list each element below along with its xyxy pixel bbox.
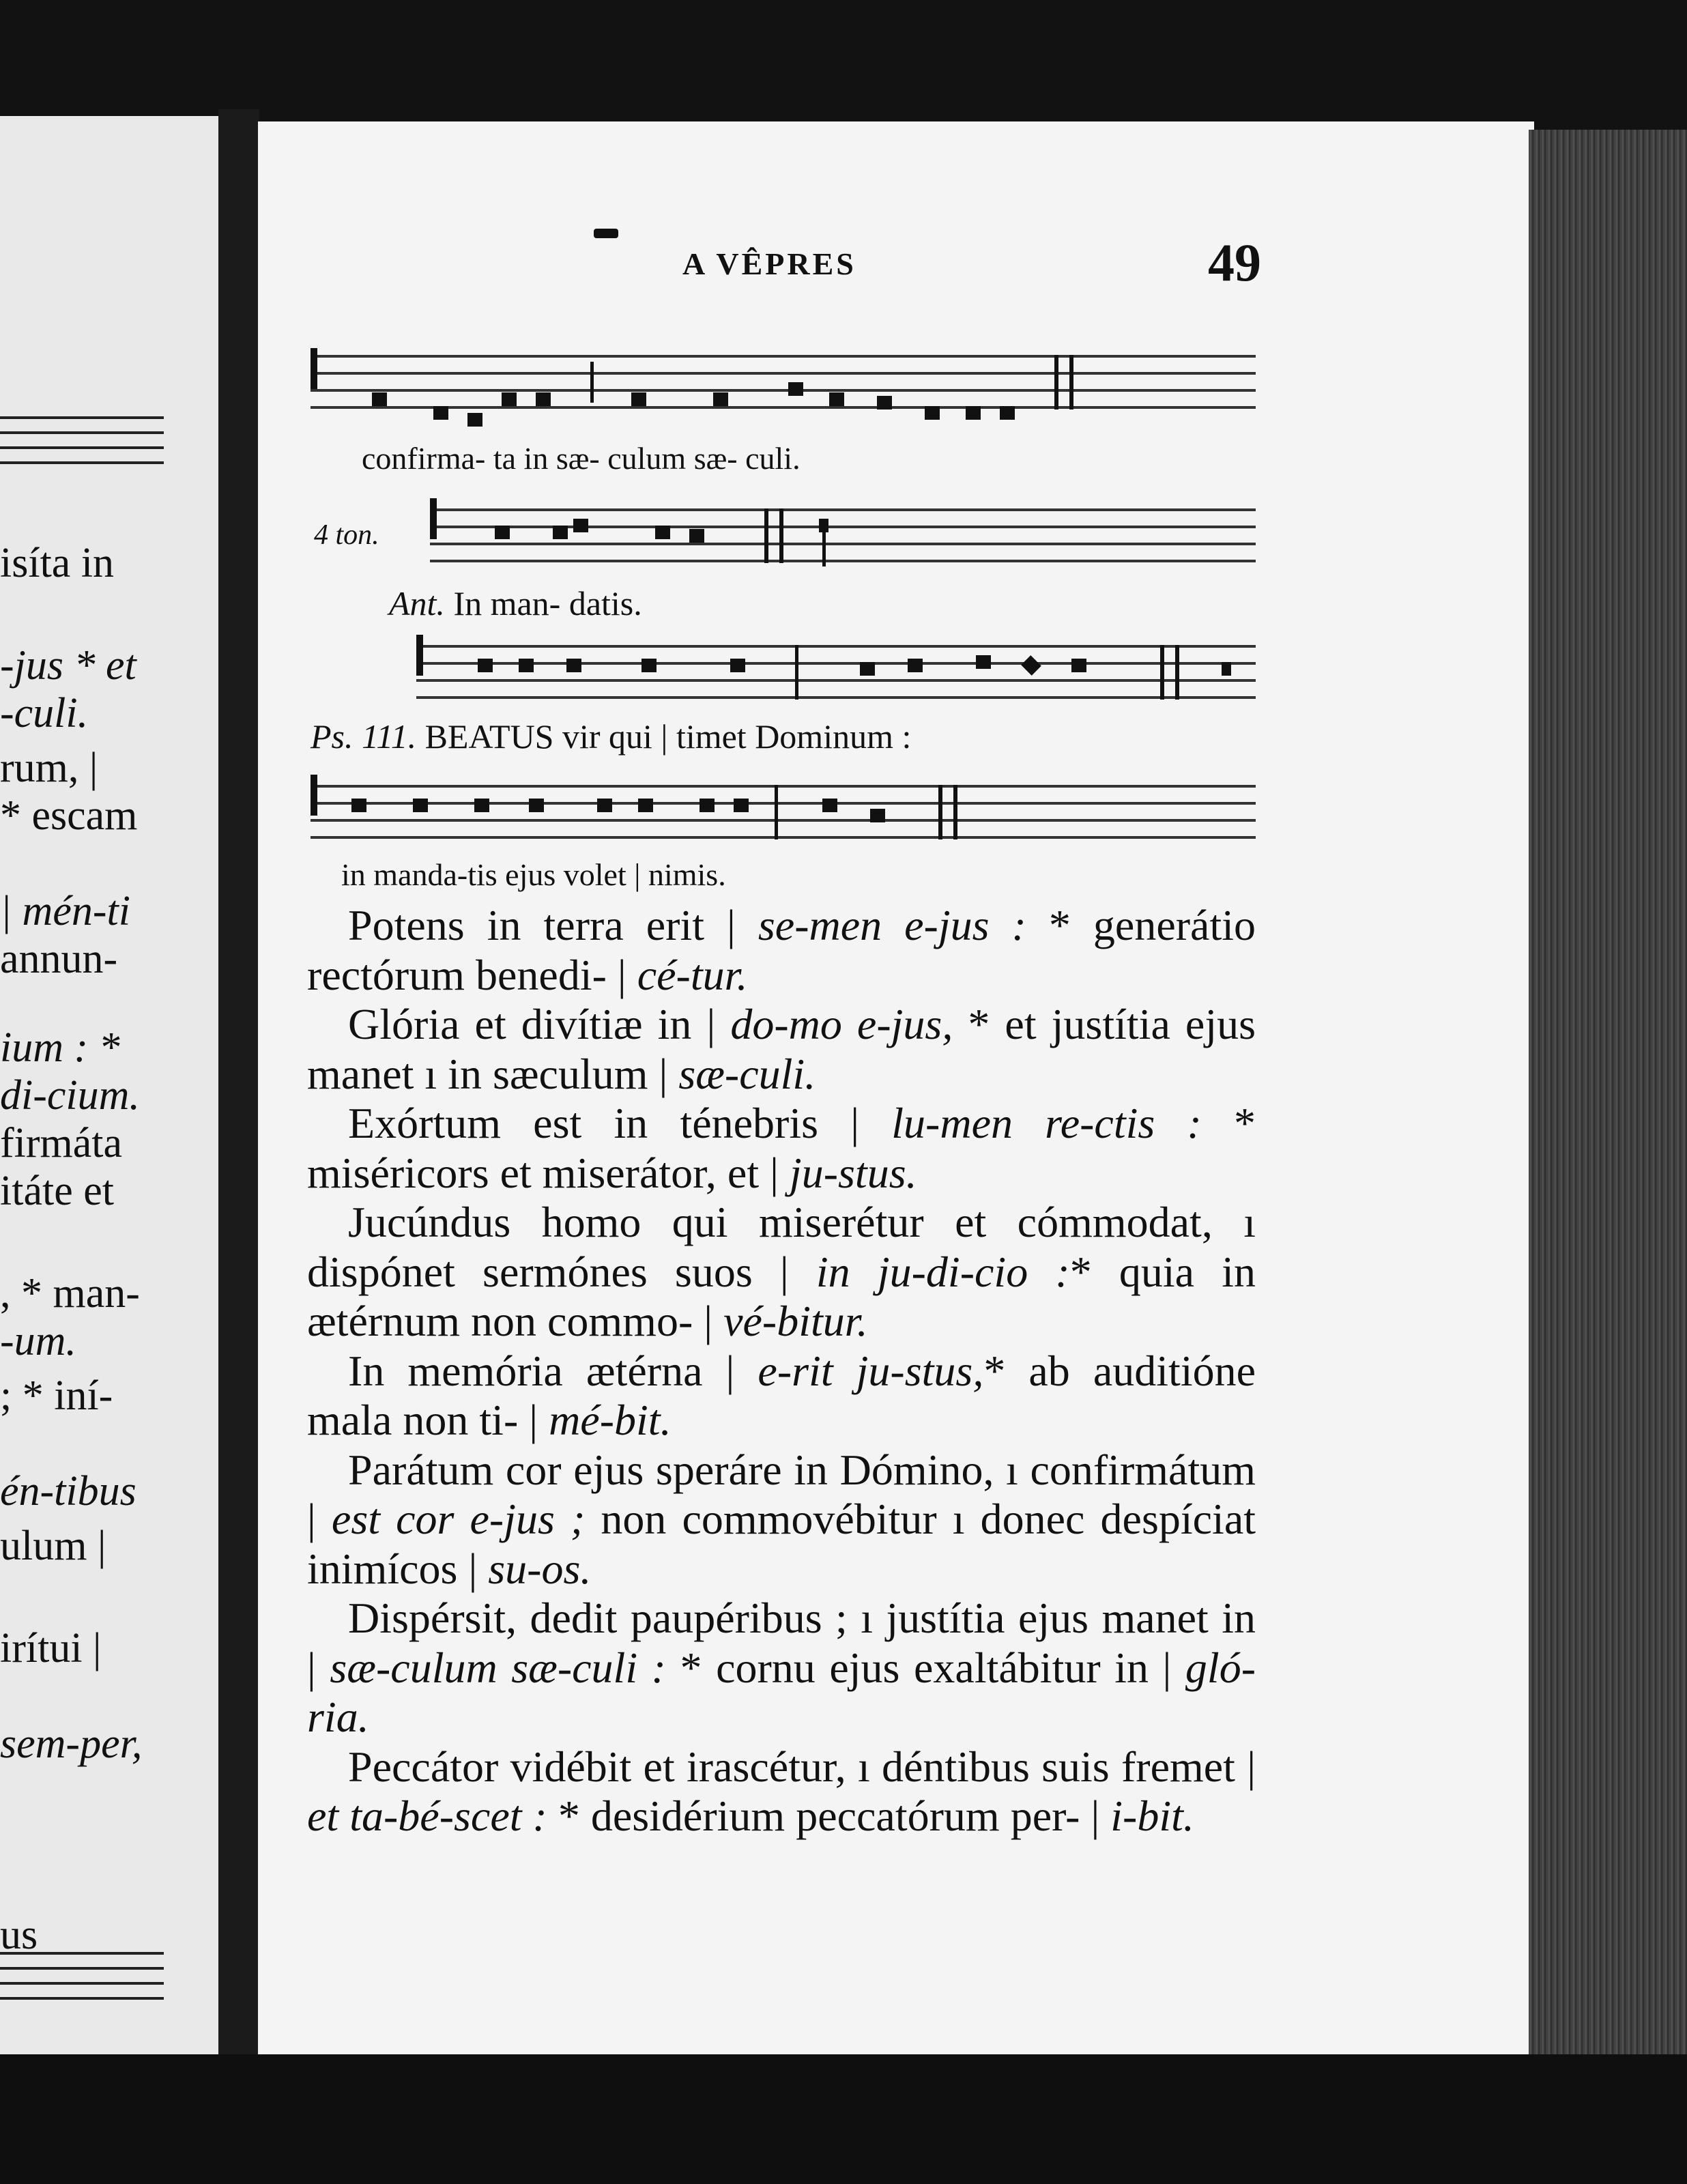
left-page-line: , * man- <box>0 1270 140 1317</box>
antiphon-lyrics: In man- datis. <box>453 584 642 622</box>
psalm-verses <box>307 901 1256 1841</box>
left-page-line: ulum | <box>0 1523 106 1569</box>
verse-text: * generátio rectórum benedi- | <box>307 901 1256 999</box>
verse-text: * ab auditióne mala non ti- | <box>307 1346 1256 1444</box>
psalm-verse <box>307 1742 1256 1841</box>
psalm-verse <box>307 1446 1256 1594</box>
verse-text: Potens in terra erit | <box>348 901 758 949</box>
chant-staff-2 <box>430 508 1256 570</box>
verse-mediant-italic: sæ-culum sæ-culi : <box>330 1643 666 1692</box>
verse-mediant-italic: et ta-bé-scet : <box>307 1792 547 1840</box>
left-page-line: -um. <box>0 1318 76 1364</box>
page-number: 49 <box>1208 233 1261 292</box>
ink-mark <box>594 229 618 238</box>
verse-text: Peccátor vidébit et irascétur, ı déntibus suis fremet | <box>348 1742 1256 1791</box>
verse-text: Parátum cor ejus speráre in Dómino, ı confirmátum | <box>307 1445 1256 1543</box>
verse-mediant-italic: mé-bit. <box>549 1396 672 1444</box>
left-page-line: ium : * <box>0 1024 120 1071</box>
verse-mediant-italic: lu-men re-ctis : <box>891 1099 1202 1147</box>
chant-staff-4 <box>311 785 1256 846</box>
left-page-line: -culi. <box>0 690 89 736</box>
verse-mediant-italic: gló-ria. <box>307 1643 1256 1741</box>
left-page-line: firmáta <box>0 1120 123 1166</box>
verse-mediant-italic: vé-bitur. <box>723 1297 868 1345</box>
verse-mediant-italic: cé-tur. <box>637 950 748 999</box>
staff-3-lyrics <box>311 717 911 756</box>
left-page-line: én-tibus <box>0 1468 136 1514</box>
left-page-line: di-cium. <box>0 1072 140 1119</box>
staff-1-lyrics: confirma- ta in sæ- culum sæ- culi. <box>362 441 801 476</box>
verse-text: * quia in ætérnum non commo- | <box>307 1247 1256 1345</box>
left-page-line: rum, | <box>0 745 98 791</box>
verse-mediant-italic: est cor e-jus ; <box>331 1495 586 1543</box>
psalm-label: Ps. 111. <box>311 717 417 756</box>
mode-label: 4 ton. <box>314 519 379 551</box>
verse-text: Glória et divítiæ in | <box>348 1000 731 1048</box>
verse-text: Dispérsit, dedit paupéribus ; ı justítia ejus manet in | <box>307 1594 1256 1692</box>
psalm-verse <box>307 1198 1256 1347</box>
chant-staff-3 <box>416 645 1256 706</box>
running-title: A VÊPRES <box>682 246 856 281</box>
left-page-line: itáte et <box>0 1168 114 1214</box>
clef-mark-3 <box>416 635 423 676</box>
book-gutter <box>218 109 259 2061</box>
left-page-line: irítui | <box>0 1625 102 1671</box>
left-page-line: * escam <box>0 792 138 839</box>
verse-mediant-italic: i-bit. <box>1110 1792 1194 1840</box>
verse-text: In memória ætérna | <box>348 1346 758 1395</box>
verse-text: Exórtum est in ténebris | <box>348 1099 892 1147</box>
left-page-line: ; * iní- <box>0 1373 113 1419</box>
psalm-verse <box>307 1347 1256 1446</box>
psalm-verse <box>307 1594 1256 1742</box>
antiphon-label: Ant. <box>389 584 445 622</box>
verse-mediant-italic: sæ-culi. <box>678 1049 816 1098</box>
left-page-line: isíta in <box>0 540 115 586</box>
left-page-line: -jus * et <box>0 642 136 689</box>
verse-text: * miséricors et miserátor, et | <box>307 1099 1256 1197</box>
left-page-line: annun- <box>0 936 118 982</box>
left-page-line: us <box>0 1912 38 1958</box>
book-page-edges <box>1529 130 1687 2082</box>
staff-2-lyrics <box>389 584 642 623</box>
verse-mediant-italic: do-mo e-jus, <box>730 1000 953 1048</box>
verse-text: * et justítia ejus manet ı in sæculum | <box>307 1000 1256 1098</box>
verse-mediant-italic: su-os. <box>488 1544 592 1593</box>
verse-text: Jucúndus homo qui miserétur et cómmodat, ı dispónet sermónes suos | <box>307 1198 1256 1296</box>
clef-mark-4 <box>311 775 317 816</box>
verse-mediant-italic: ju-stus. <box>789 1148 917 1197</box>
chant-staff-1 <box>311 355 1256 416</box>
verse-mediant-italic: se-men e-jus : <box>758 901 1026 949</box>
verse-mediant-italic: e-rit ju-stus, <box>758 1346 984 1395</box>
left-page-line: sem-per, <box>0 1721 143 1767</box>
verse-text: * desidérium peccatórum per- | <box>547 1792 1111 1840</box>
clef-mark-2 <box>430 498 437 539</box>
verse-text: non commovébitur ı donec despíciat inimícos | <box>307 1495 1256 1593</box>
left-page-line: | mén-ti <box>0 888 130 934</box>
verse-text: * cornu ejus exaltábitur in | <box>665 1643 1185 1692</box>
left-page-staff-bottom <box>0 1952 164 2013</box>
verse-mediant-italic: in ju-di-cio : <box>816 1247 1070 1296</box>
left-page-fragment <box>0 116 218 2054</box>
psalm-incipit: BEATUS vir qui | timet Dominum : <box>424 717 912 756</box>
psalm-verse <box>307 1099 1256 1198</box>
psalm-verse <box>307 901 1256 1000</box>
bottom-background <box>0 2054 1687 2184</box>
clef-mark <box>311 348 317 389</box>
left-page-staff <box>0 416 164 478</box>
staff-4-lyrics: in manda-tis ejus volet | nimis. <box>341 857 726 892</box>
psalm-verse <box>307 1000 1256 1099</box>
